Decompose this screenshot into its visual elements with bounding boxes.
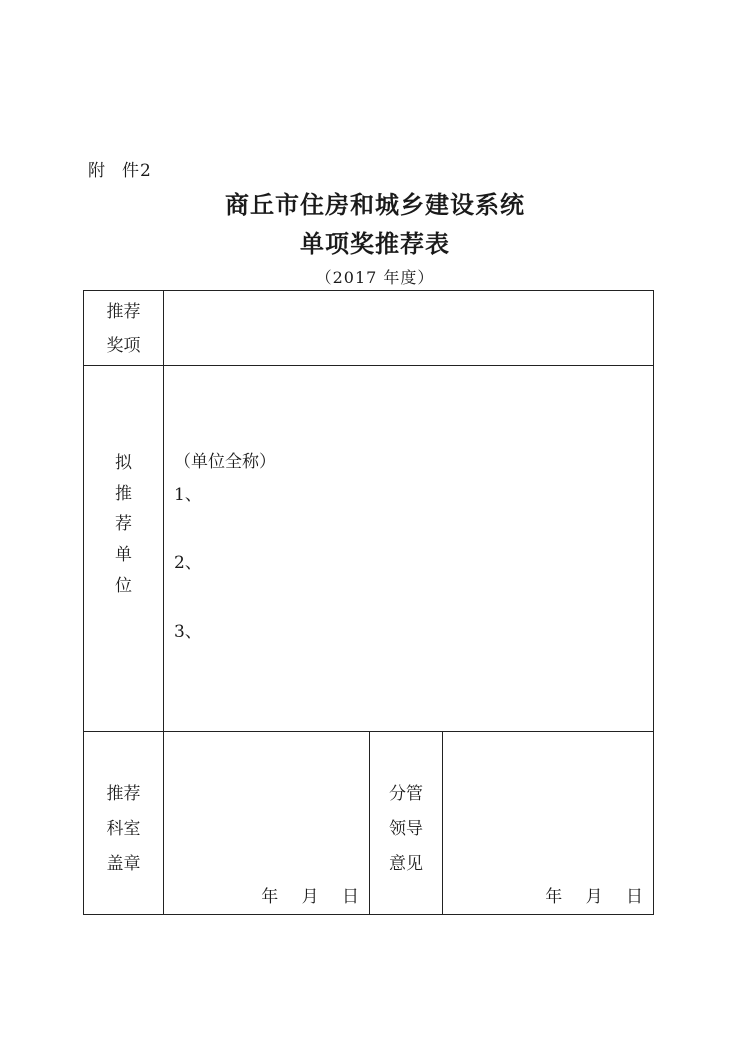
attachment-prefix: 附 <box>88 161 106 181</box>
unit-item-2: 2、 <box>174 553 202 574</box>
award-label-line1: 推荐 <box>106 302 141 322</box>
units-placeholder: （单位全称） <box>174 452 276 472</box>
units-row <box>84 366 654 732</box>
leader-opinion-label-cell <box>370 732 443 915</box>
recommendation-form-table <box>83 290 654 915</box>
leader-label-line1: 分管 <box>389 784 423 804</box>
leader-date <box>545 882 643 907</box>
date-day-label: 日 <box>342 887 359 907</box>
dept-label-line2: 科室 <box>106 819 141 839</box>
units-label-char: 推 <box>115 483 132 504</box>
date-day-label: 日 <box>626 887 644 907</box>
date-year-label: 年 <box>261 887 279 907</box>
form-year: （2017 年度） <box>315 268 435 287</box>
units-label-char: 荐 <box>115 514 132 535</box>
form-title-line2: 单项奖推荐表 <box>300 229 450 258</box>
leader-opinion-field[interactable] <box>443 732 654 915</box>
unit-item-3: 3、 <box>174 622 202 643</box>
dept-label-line1: 推荐 <box>106 784 141 804</box>
dept-date <box>261 882 359 907</box>
date-month-label: 月 <box>301 887 319 907</box>
units-field[interactable] <box>164 366 654 732</box>
award-label-cell <box>84 291 164 366</box>
form-title-line1: 商丘市住房和城乡建设系统 <box>225 190 525 219</box>
units-label-char: 拟 <box>115 453 132 473</box>
units-label-char: 单 <box>115 545 132 566</box>
award-row <box>84 291 654 366</box>
units-label-cell <box>84 366 164 732</box>
signature-row <box>84 732 654 915</box>
award-value-field[interactable] <box>164 291 654 366</box>
leader-label-line3: 意见 <box>389 854 423 874</box>
award-label-line2: 奖项 <box>106 336 141 356</box>
dept-stamp-label-cell <box>84 732 164 915</box>
dept-label-line3: 盖章 <box>106 854 141 874</box>
units-label-char: 位 <box>115 575 132 596</box>
unit-item-1: 1、 <box>174 484 202 505</box>
leader-label-line2: 领导 <box>389 819 423 839</box>
dept-stamp-field[interactable] <box>164 732 370 915</box>
date-month-label: 月 <box>585 887 603 907</box>
attachment-number: 件2 <box>122 161 152 181</box>
attachment-label <box>88 156 152 181</box>
date-year-label: 年 <box>545 887 563 907</box>
